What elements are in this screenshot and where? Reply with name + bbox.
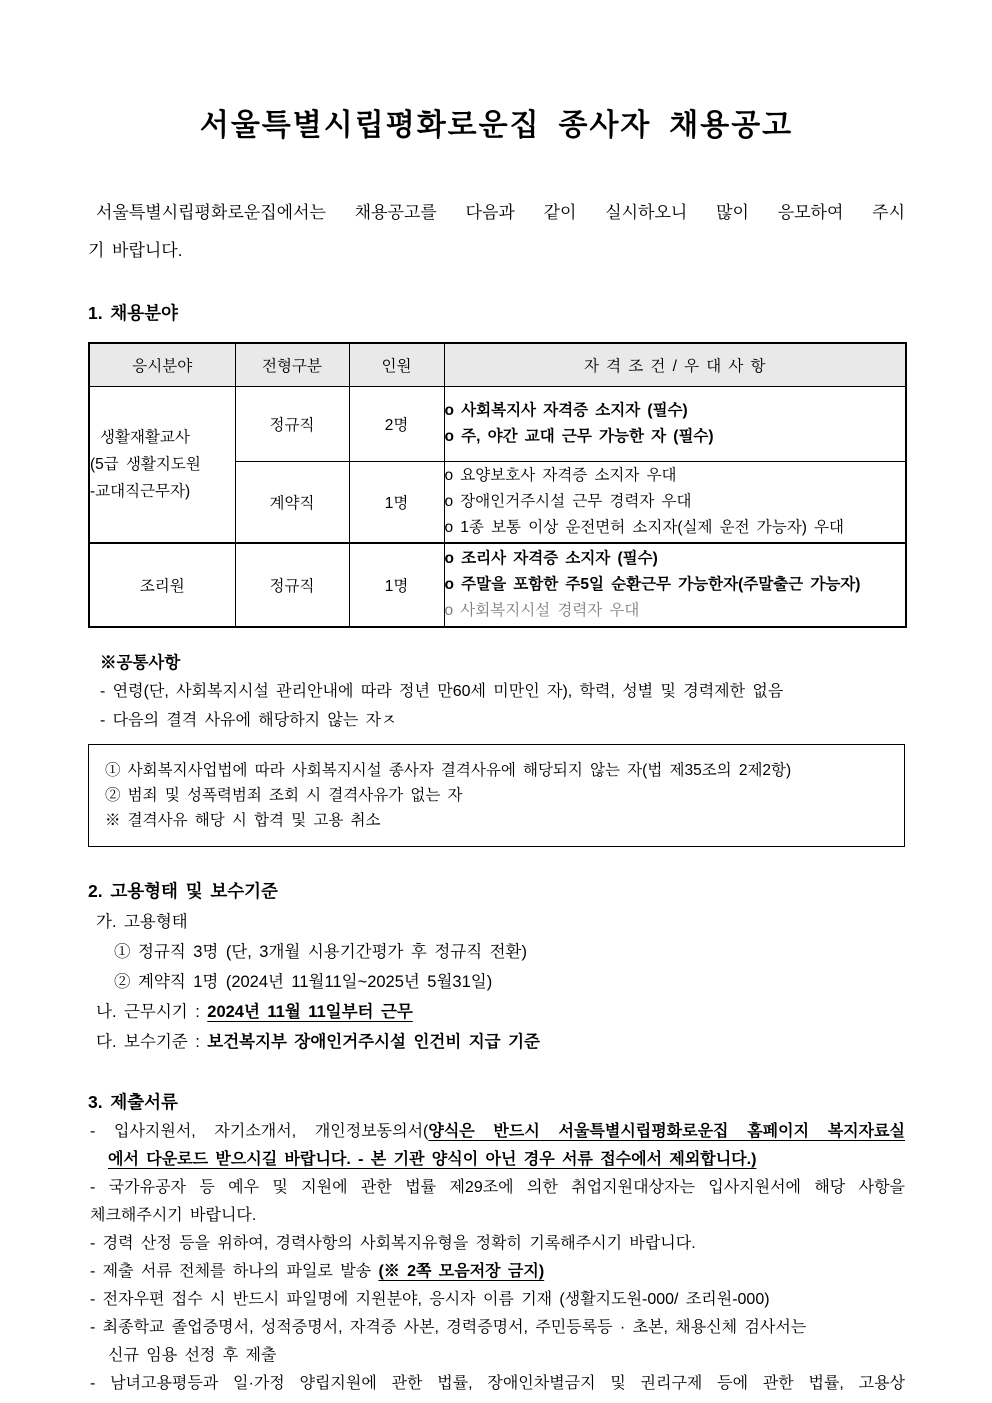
common-requirement-item: - 연령(단, 사회복지시설 관리안내에 따라 정년 만60세 미만인 자), 학력, 성별 및 경력제한 없음 (100, 683, 784, 700)
employment-type-label: 가. 고용형태 (96, 913, 188, 931)
qualification-line: o 사회복지사 자격증 소지자 (필수) (444, 402, 688, 419)
qualification-line: o 주, 야간 교대 근무 가능한 자 (필수) (444, 428, 714, 445)
section1-heading: 1. 채용분야 (88, 303, 178, 323)
qualification-line: o 요양보호사 자격증 소지자 우대 (444, 467, 677, 484)
documents-bullet-2-line1: - 국가유공자 등 예우 및 지원에 관한 법률 제29조에 의한 취업지원대상자는 입사지원서에 해당 사항을 (90, 1179, 905, 1196)
qualification-line: o 조리사 자격증 소지자 (필수) (444, 550, 658, 567)
cell-job2-field: 조리원 (89, 543, 235, 627)
bullet-1-prefix: - 입사지원서, 자기소개서, 개인정보동의서( (90, 1123, 429, 1140)
col-header-type: 전형구분 (235, 343, 349, 387)
section2-heading: 2. 고용형태 및 보수기준 (88, 881, 278, 901)
cell-job1-regular-type: 정규직 (235, 387, 349, 462)
job1-field-line2: (5급 생활지도원 (90, 456, 201, 473)
intro-line-2: 기 바랍니다. (88, 241, 183, 260)
documents-bullet-3: - 경력 산정 등을 위하여, 경력사항의 사회복지유형을 정확히 기록해주시기 바랍니다. (90, 1235, 696, 1252)
documents-bullet-1-line2 (88, 1146, 905, 1174)
col-header-field: 응시분야 (89, 343, 235, 387)
bullet-4-prefix: - 제출 서류 전체를 하나의 파일로 발송 (90, 1263, 379, 1280)
bullet-4-emphasis: (※ 2쪽 모음저장 금지) (378, 1263, 545, 1280)
bullet-1-emphasis-2: 에서 다운로드 받으시길 바랍니다. - 본 기관 양식이 아닌 경우 서류 접수에서 제외합니다.) (108, 1151, 757, 1168)
page-title: 서울특별시립평화로운집 종사자 채용공고 (199, 109, 794, 142)
intro-paragraph (88, 194, 905, 270)
recruitment-table (88, 342, 907, 628)
bullet-1-emphasis-1: 양식은 반드시 서울특별시립평화로운집 홈페이지 복지자료실 (428, 1123, 905, 1140)
section2-employment (88, 878, 905, 1057)
cell-job1-contract-count: 1명 (349, 462, 444, 544)
cell-job1-contract-qualifications (444, 462, 906, 544)
pay-standard-value: 보건복지부 장애인거주시설 인건비 지급 기준 (207, 1033, 540, 1051)
employment-regular-line: ① 정규직 3명 (단, 3개월 시용기간평가 후 정규직 전환) (114, 943, 527, 961)
work-start-value: 2024년 11월 11일부터 근무 (207, 1003, 413, 1021)
documents-bullet-4 (88, 1258, 905, 1286)
disqualification-box (88, 744, 905, 847)
table-row-job2 (89, 543, 906, 627)
employment-contract-line: ② 계약직 1명 (2024년 11월11일~2025년 5월31일) (114, 973, 493, 991)
documents-bullet-5: - 전자우편 접수 시 반드시 파일명에 지원분야, 응시자 이름 기재 (생활지도원-000/ 조리원-000) (90, 1291, 770, 1308)
work-start-line (88, 997, 905, 1027)
disqualification-line: ※ 결격사유 해당 시 합격 및 고용 취소 (105, 812, 381, 829)
cell-job2-count: 1명 (349, 543, 444, 627)
common-requirements (88, 649, 905, 731)
cell-job2-type: 정규직 (235, 543, 349, 627)
table-row-job1-regular (89, 387, 906, 462)
qualification-line: o 사회복지시설 경력자 우대 (444, 602, 640, 619)
job1-field-line3: -교대직근무자) (90, 483, 191, 500)
pay-standard-line (88, 1027, 905, 1057)
job1-field-line1: 생활재활교사 (100, 429, 190, 446)
disqualification-line: ② 범죄 및 성폭력범죄 조회 시 결격사유가 없는 자 (105, 787, 463, 804)
documents-bullet-6-line1: - 최종학교 졸업증명서, 성적증명서, 자격증 사본, 경력증명서, 주민등록등 · 초본, 채용신체 검사서는 (90, 1319, 807, 1336)
documents-bullet-7: - 남녀고용평등과 일·가정 양립지원에 관한 법률, 장애인차별금지 및 권리구제 등에 관한 법률, 고용상 (90, 1375, 905, 1392)
cell-job1-contract-type: 계약직 (235, 462, 349, 544)
cell-job2-qualifications (444, 543, 906, 627)
documents-bullet-1-line1 (88, 1118, 905, 1146)
cell-job1-field (89, 387, 235, 544)
section3-documents (88, 1089, 905, 1398)
documents-bullet-6-line2: 신규 임용 선정 후 제출 (108, 1347, 277, 1364)
cell-job1-regular-count: 2명 (349, 387, 444, 462)
col-header-count: 인원 (349, 343, 444, 387)
work-start-label: 나. 근무시기 : (96, 1003, 208, 1021)
pay-standard-label: 다. 보수기준 : (96, 1033, 208, 1051)
disqualification-line: ① 사회복지사업법에 따라 사회복지시설 종사자 결격사유에 해당되지 않는 자(법 제35조의 2제2항) (105, 762, 792, 779)
qualification-line: o 1종 보통 이상 운전면허 소지자(실제 운전 가능자) 우대 (444, 519, 844, 536)
section3-heading: 3. 제출서류 (88, 1092, 178, 1112)
col-header-qualifications: 자 격 조 건 / 우 대 사 항 (444, 343, 906, 387)
common-requirements-heading: ※공통사항 (100, 654, 181, 672)
qualification-line: o 주말을 포함한 주5일 순환근무 가능한자(주말출근 가능자) (444, 576, 861, 593)
common-requirement-item: - 다음의 결격 사유에 해당하지 않는 자ㅈ (100, 712, 397, 729)
documents-bullet-2-line2: 체크해주시기 바랍니다. (90, 1207, 257, 1224)
table-header-row (89, 343, 906, 387)
qualification-line: o 장애인거주시설 근무 경력자 우대 (444, 493, 692, 510)
intro-line-1: 서울특별시립평화로운집에서는 채용공고를 다음과 같이 실시하오니 많이 응모하여 주시 (96, 203, 905, 222)
cell-job1-regular-qualifications (444, 387, 906, 462)
